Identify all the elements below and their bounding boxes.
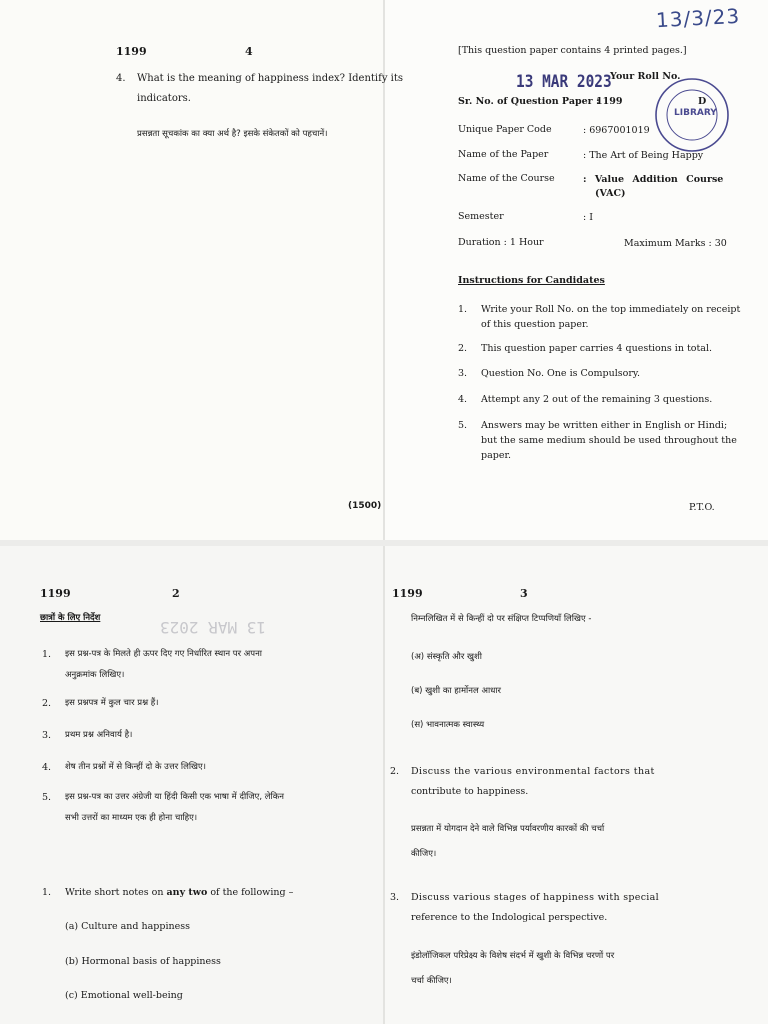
instruction-number: 1. [458,304,468,315]
page-number: 2 [172,587,180,600]
page-number: 3 [520,587,528,600]
instruction-number: 5. [458,420,468,431]
question-3-hindi: चर्चा कीजिए। [411,976,452,986]
semester-label: Semester [458,211,504,222]
horizontal-fold [0,540,768,546]
question-1-text [65,886,293,900]
hindi-option-c: (स) भावनात्मक स्वास्थ्य [411,720,485,730]
question-1-text-bold: any two [166,887,208,898]
question-2-text: Discuss the various environmental factors that [411,766,655,777]
upc-value: : 6967001019 [583,125,650,136]
instruction-number: 3. [42,730,52,741]
course-value: : Value Addition Course [583,174,724,185]
handwritten-date: 13/3/23 [655,3,741,33]
duration: Duration : 1 Hour [458,237,544,248]
question-1-option-a: (a) Culture and happiness [65,921,190,932]
library-stamp [652,75,732,155]
vertical-fold [383,0,385,1024]
library-stamp-text: LIBRARY [674,108,717,118]
hindi-instruction: इस प्रश्न-पत्र के मिलते ही ऊपर दिए गए निर्धारित स्थान पर अपना [65,649,262,659]
question-2-text: contribute to happiness. [411,786,529,797]
hindi-instruction: इस प्रश्नपत्र में कुल चार प्रश्न हैं। [65,698,159,708]
question-4-hindi: प्रसन्नता सूचकांक का क्या अर्थ है? इसके संकेतकों को पहचानें। [137,129,328,139]
question-1-option-b: (b) Hormonal basis of happiness [65,956,221,967]
instruction-text: Question No. One is Compulsory. [481,368,640,379]
max-marks: Maximum Marks : 30 [624,238,727,249]
hindi-instruction: सभी उत्तरों का माध्यम एक ही होना चाहिए। [65,813,198,823]
pto-note: P.T.O. [689,502,715,513]
question-1-text-pre: Write short notes on [65,887,167,898]
hindi-option-b: (ब) खुशी का हार्मोनल आधार [411,686,502,696]
instruction-text: paper. [481,450,511,461]
instruction-number: 1. [42,649,52,660]
serial-value: 1199 [596,96,623,107]
question-number: 4. [116,73,126,84]
set-letter: D [698,96,707,107]
instruction-number: 4. [42,762,52,773]
question-3-text: reference to the Indological perspective. [411,912,608,923]
instruction-number: 5. [42,792,52,803]
instruction-text: Answers may be written either in English or Hindi; [481,420,728,431]
question-1-option-c: (c) Emotional well-being [65,990,183,1001]
question-3-hindi: इंडोलॉजिकल परिप्रेक्ष्य के विशेष संदर्भ में खुशी के विभिन्न चरणों पर [411,951,615,961]
question-4-text: What is the meaning of happiness index? Identify its [137,73,404,84]
page-code: 1199 [116,45,147,58]
question-number: 1. [42,887,52,898]
hindi-instruction: अनुक्रमांक लिखिए। [65,670,125,680]
hindi-instruction: प्रथम प्रश्न अनिवार्य है। [65,730,133,740]
roll-number-label: Your Roll No. [610,71,681,82]
instruction-number: 2. [458,343,468,354]
semester-value: : I [583,212,593,223]
question-2-hindi: कीजिए। [411,849,437,859]
hindi-instruction: शेष तीन प्रश्नों में से किन्हीं दो के उत्तर लिखिए। [65,762,206,772]
hindi-question-1-intro: निम्नलिखित में से किन्हीं दो पर संक्षिप्त टिप्पणियाँ लिखिए - [411,614,592,624]
instruction-number: 2. [42,698,52,709]
question-2-hindi: प्रसन्नता में योगदान देने वाले विभिन्न पर्यावरणीय कारकों की चर्चा [411,824,605,834]
question-number: 2. [390,766,400,777]
instruction-text: of this question paper. [481,319,589,330]
upc-label: Unique Paper Code [458,124,552,135]
receipt-date-stamp: 13 MAR 2023 [516,72,612,92]
instruction-text: but the same medium should be used throughout the [481,435,737,446]
instruction-text: Attempt any 2 out of the remaining 3 questions. [481,394,713,405]
serial-label: Sr. No. of Question Paper : [458,96,600,107]
question-3-text: Discuss various stages of happiness with special [411,892,659,903]
paper-label: Name of the Paper [458,149,549,160]
page-number: 4 [245,45,253,58]
instructions-heading: Instructions for Candidates [458,275,605,286]
question-4-text: indicators. [137,93,191,104]
print-count: (1500) [348,501,382,511]
question-1-text-post: of the following – [207,887,294,898]
paper-value: : The Art of Being Happy [583,150,704,161]
instruction-text: This question paper carries 4 questions in total. [481,343,713,354]
header-note: [This question paper contains 4 printed pages.] [458,45,687,56]
course-label: Name of the Course [458,173,555,184]
faded-stamp-mirror: 13 MAR 2023 [160,618,266,637]
instruction-text: Write your Roll No. on the top immediately on receipt [481,304,741,315]
instruction-number: 3. [458,368,468,379]
question-number: 3. [390,892,400,903]
page-code: 1199 [392,587,423,600]
hindi-option-a: (अ) संस्कृति और खुशी [411,652,482,662]
hindi-instruction: इस प्रश्न-पत्र का उत्तर अंग्रेजी या हिंदी किसी एक भाषा में दीजिए, लेकिन [65,792,284,802]
hindi-instructions-heading: छात्रों के लिए निर्देश [40,613,101,623]
course-value-2: (VAC) [595,188,626,199]
instruction-number: 4. [458,394,468,405]
page-code: 1199 [40,587,71,600]
